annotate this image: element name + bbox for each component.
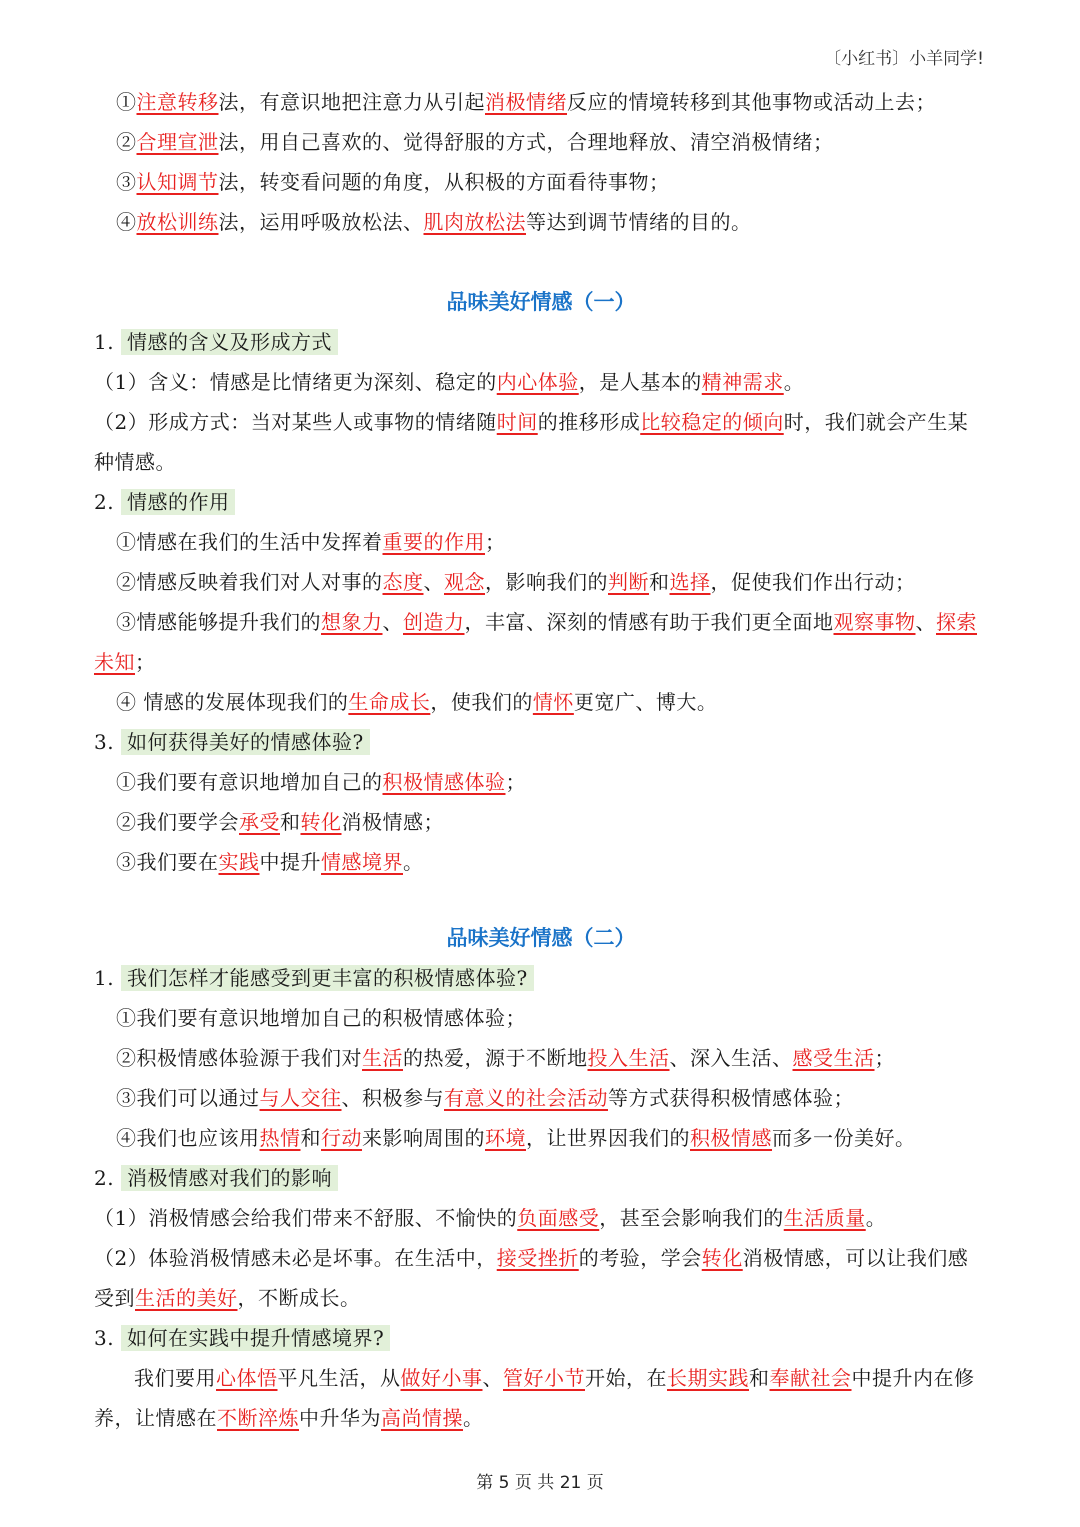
key-term: 放松训练	[136, 210, 219, 234]
list-item: ④我们也应该用热情和行动来影响周围的环境，让世界因我们的积极情感而多一份美好。	[116, 1126, 916, 1150]
list-item: ①我们要有意识地增加自己的积极情感体验；	[116, 770, 526, 794]
list-item: ②合理宣泄法，用自己喜欢的、觉得舒服的方式，合理地释放、清空消极情绪；	[116, 130, 834, 154]
key-term: 合理宣泄	[136, 130, 219, 154]
key-term: 奉献社会	[769, 1366, 852, 1390]
key-term: 态度	[382, 570, 424, 594]
list-item: ①情感在我们的生活中发挥着重要的作用；	[116, 530, 506, 554]
key-term: 做好小事	[400, 1366, 483, 1390]
list-item: ③情感能够提升我们的想象力、创造力，丰富、深刻的情感有助于我们更全面地观察事物、探索未知；	[94, 610, 977, 674]
key-term: 承受	[239, 810, 280, 834]
list-item: ④ 情感的发展体现我们的生命成长，使我们的情怀更宽广、博大。	[116, 690, 718, 714]
key-term: 积极情感体验	[382, 770, 506, 794]
list-item: ①注意转移法，有意识地把注意力从引起消极情绪反应的情境转移到其他事物或活动上去；	[116, 90, 936, 114]
paragraph: （1）含义：情感是比情绪更为深刻、稳定的内心体验，是人基本的精神需求。	[94, 370, 805, 394]
list-item: ③我们要在实践中提升情感境界。	[116, 850, 424, 874]
watermark-text: 〔小红书〕小羊同学!	[824, 49, 984, 69]
key-term: 精神需求	[701, 370, 784, 394]
paragraph: 我们要用心体悟平凡生活，从做好小事、管好小节开始，在长期实践和奉献社会中提升内在修养，让情感在不断淬炼中升华为高尚情操。	[94, 1366, 975, 1430]
key-term: 情感境界	[321, 850, 403, 874]
list-item: ③我们可以通过与人交往、积极参与有意义的社会活动等方式获得积极情感体验；	[116, 1086, 854, 1110]
key-term: 创造力	[403, 610, 465, 634]
paragraph: （2）体验消极情感未必是坏事。在生活中，接受挫折的考验，学会转化消极情感，可以让我们感受到生活的美好，不断成长。	[94, 1246, 969, 1310]
question-heading: 3. 如何在实践中提升情感境界?	[94, 1318, 988, 1358]
key-term: 积极情感	[690, 1126, 772, 1150]
list-item: ②情感反映着我们对人对事的态度、观念，影响我们的判断和选择，促使我们作出行动；	[116, 570, 916, 594]
key-term: 情怀	[532, 690, 574, 714]
key-term: 转化	[701, 1246, 743, 1270]
key-term: 消极情绪	[485, 90, 567, 114]
key-term: 与人交往	[259, 1086, 342, 1110]
key-term: 心体悟	[216, 1366, 278, 1390]
key-term: 转化	[300, 810, 342, 834]
key-term: 探索未知	[94, 610, 977, 674]
question-heading: 1. 情感的含义及形成方式	[94, 322, 988, 362]
key-term: 时间	[496, 410, 538, 434]
paragraph: （1）消极情感会给我们带来不舒服、不愉快的负面感受，甚至会影响我们的生活质量。	[94, 1206, 887, 1230]
key-term: 肌肉放松法	[423, 210, 526, 234]
list-item: ③认知调节法，转变看问题的角度，从积极的方面看待事物；	[116, 170, 670, 194]
page-number: 第 5 页 共 21 页	[476, 1473, 604, 1493]
key-term: 观察事物	[833, 610, 916, 634]
key-term: 不断淬炼	[217, 1406, 299, 1430]
key-term: 观念	[444, 570, 485, 594]
key-term: 热情	[259, 1126, 301, 1150]
question-heading: 2. 消极情感对我们的影响	[94, 1158, 988, 1198]
key-term: 环境	[485, 1126, 526, 1150]
section-title: 品味美好情感（一）	[446, 290, 636, 314]
key-term: 生活的美好	[135, 1286, 238, 1310]
key-term: 感受生活	[792, 1046, 875, 1070]
list-item: ④放松训练法，运用呼吸放松法、肌肉放松法等达到调节情绪的目的。	[116, 210, 752, 234]
key-term: 投入生活	[587, 1046, 670, 1070]
key-term: 想象力	[321, 610, 383, 634]
key-term: 判断	[608, 570, 649, 594]
key-term: 注意转移	[136, 90, 219, 114]
key-term: 选择	[669, 570, 711, 594]
key-term: 重要的作用	[382, 530, 485, 554]
key-term: 有意义的社会活动	[444, 1086, 608, 1110]
key-term: 认知调节	[136, 170, 219, 194]
list-item: ②我们要学会承受和转化消极情感；	[116, 810, 444, 834]
question-heading: 3. 如何获得美好的情感体验?	[94, 722, 988, 762]
list-item: ①我们要有意识地增加自己的积极情感体验；	[116, 1006, 526, 1030]
section-title: 品味美好情感（二）	[446, 926, 636, 950]
key-term: 管好小节	[503, 1366, 585, 1390]
key-term: 生活	[362, 1046, 403, 1070]
key-term: 内心体验	[496, 370, 579, 394]
key-term: 接受挫折	[496, 1246, 579, 1270]
key-term: 生命成长	[348, 690, 431, 714]
key-term: 比较稳定的倾向	[640, 410, 784, 434]
key-term: 行动	[321, 1126, 362, 1150]
question-heading: 2. 情感的作用	[94, 482, 988, 522]
question-heading: 1. 我们怎样才能感受到更丰富的积极情感体验?	[94, 958, 988, 998]
key-term: 实践	[218, 850, 260, 874]
key-term: 生活质量	[783, 1206, 866, 1230]
list-item: ②积极情感体验源于我们对生活的热爱，源于不断地投入生活、深入生活、感受生活；	[116, 1046, 895, 1070]
key-term: 负面感受	[517, 1206, 600, 1230]
key-term: 长期实践	[667, 1366, 749, 1390]
key-term: 高尚情操	[381, 1406, 463, 1430]
paragraph: （2）形成方式：当对某些人或事物的情绪随时间的推移形成比较稳定的倾向时，我们就会产生某种情感。	[94, 410, 969, 474]
document-body	[94, 82, 988, 1438]
